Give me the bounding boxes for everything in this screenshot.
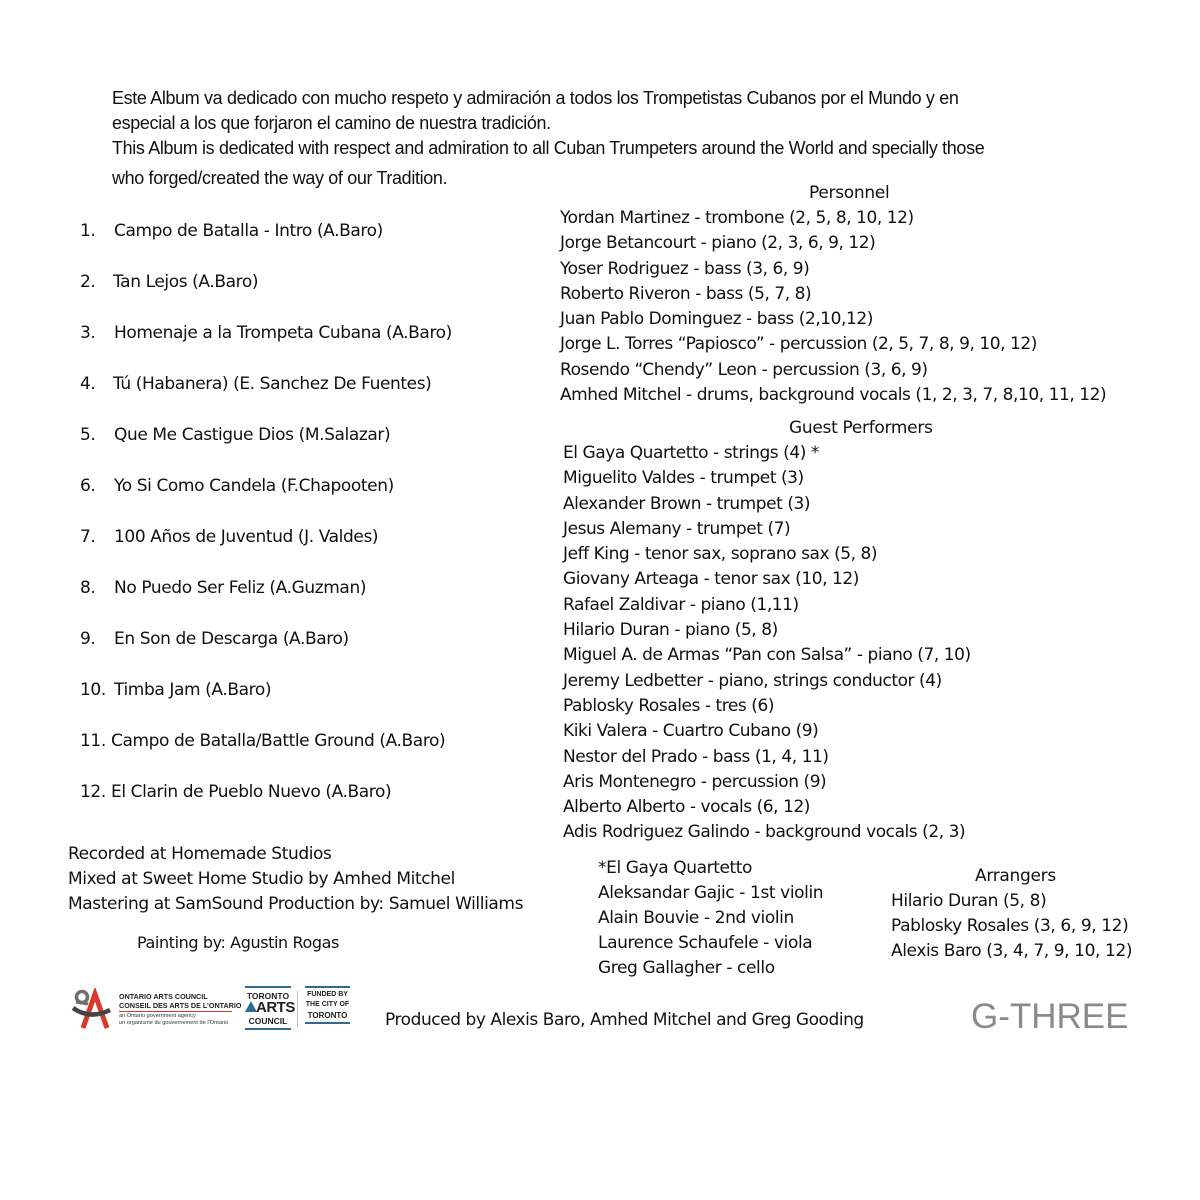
track-number: 12.	[80, 782, 106, 802]
personnel-item: Juan Pablo Dominguez - bass (2,10,12)	[560, 309, 873, 330]
track-item	[80, 782, 391, 802]
tac-arts-text: ARTS	[256, 999, 295, 1016]
quartet-item: Laurence Schaufele - viola	[598, 933, 813, 953]
track-title: Timba Jam (A.Baro)	[114, 680, 272, 700]
track-title: Campo de Batalla - Intro (A.Baro)	[114, 221, 383, 241]
dedication-line: This Album is dedicated with respect and admiration to all Cuban Trumpeters around the World and specially those	[112, 137, 985, 158]
personnel-list	[560, 206, 1106, 408]
track-item	[80, 323, 452, 343]
track-title: 100 Años de Juventud (J. Valdes)	[114, 527, 379, 547]
track-title: Yo Si Como Candela (F.Chapooten)	[114, 476, 394, 496]
personnel-item: Yoser Rodriguez - bass (3, 6, 9)	[560, 258, 810, 279]
track-item	[80, 221, 383, 241]
arranger-item: Alexis Baro (3, 4, 7, 9, 10, 12)	[891, 941, 1133, 961]
arranger-item: Hilario Duran (5, 8)	[891, 891, 1047, 911]
guest-item: Adis Rodriguez Galindo - background vocals (2, 3)	[563, 822, 966, 843]
track-title: Tú (Habanera) (E. Sanchez De Fuentes)	[113, 374, 432, 394]
city-line3: TORONTO	[307, 1011, 348, 1020]
guest-item: Alberto Alberto - vocals (6, 12)	[563, 797, 810, 818]
ontario-arts-council-text	[119, 993, 241, 1026]
studio-credits	[68, 842, 523, 917]
guest-item: Miguel A. de Armas “Pan con Salsa” - piano (7, 10)	[563, 645, 971, 666]
oac-name-en: ONTARIO ARTS COUNCIL	[119, 992, 208, 1001]
city-line2: THE CITY OF	[305, 1001, 350, 1008]
track-item	[80, 527, 378, 547]
track-number: 4.	[80, 374, 96, 394]
track-number: 7.	[80, 527, 96, 547]
personnel-item: Roberto Riveron - bass (5, 7, 8)	[560, 283, 812, 304]
oac-agency-fr: un organisme du gouvernement de l’Ontario	[119, 1019, 229, 1026]
track-title: En Son de Descarga (A.Baro)	[114, 629, 349, 649]
oac-agency-en: an Ontario government agency	[119, 1013, 196, 1019]
ontario-arts-council-logo-icon	[70, 988, 114, 1030]
track-title: Que Me Castigue Dios (M.Salazar)	[114, 425, 391, 445]
logo-divider	[297, 991, 298, 1027]
tac-line1: TORONTO	[246, 991, 290, 1001]
personnel-item: Amhed Mitchel - drums, background vocals (1, 2, 3, 7, 8,10, 11, 12)	[560, 385, 1107, 406]
guests-heading: Guest Performers	[789, 418, 933, 438]
track-number: 1.	[80, 221, 96, 241]
guest-item: Alexander Brown - trumpet (3)	[563, 493, 811, 514]
personnel-item: Jorge Betancourt - piano (2, 3, 6, 9, 12)	[560, 233, 876, 254]
quartet-item: Greg Gallagher - cello	[598, 958, 775, 978]
guests-list	[563, 441, 971, 846]
quartet-heading: *El Gaya Quartetto	[598, 858, 753, 878]
track-title: No Puedo Ser Feliz (A.Guzman)	[114, 578, 367, 598]
track-number: 11.	[80, 731, 106, 751]
arrangers-list	[891, 889, 1132, 964]
guest-item: Miguelito Valdes - trumpet (3)	[563, 468, 804, 489]
city-of-toronto-funding-logo	[305, 986, 350, 1024]
personnel-item: Jorge L. Torres “Papiosco” - percussion (2, 5, 7, 8, 9, 10, 12)	[560, 334, 1037, 355]
quartet-item: Alain Bouvie - 2nd violin	[598, 908, 794, 928]
track-item	[80, 425, 390, 445]
track-title: Tan Lejos (A.Baro)	[113, 272, 259, 292]
guest-item: Jeremy Ledbetter - piano, strings conductor (4)	[563, 670, 942, 691]
guest-item: Hilario Duran - piano (5, 8)	[563, 620, 778, 641]
tac-bottom-bar	[245, 1028, 291, 1030]
guest-item: Jeff King - tenor sax, soprano sax (5, 8)	[563, 544, 878, 565]
track-number: 10.	[80, 680, 106, 700]
track-number: 3.	[80, 323, 96, 343]
city-top-bar	[305, 986, 350, 988]
guest-item: Jesus Alemany - trumpet (7)	[563, 518, 791, 539]
tac-top-bar	[245, 986, 291, 988]
tac-line3: COUNCIL	[248, 1016, 288, 1026]
track-number: 2.	[80, 272, 96, 292]
arrangers-heading: Arrangers	[975, 866, 1056, 886]
personnel-item: Rosendo “Chendy” Leon - percussion (3, 6, 9)	[560, 359, 928, 380]
credit-line: Mixed at Sweet Home Studio by Amhed Mitchel	[68, 869, 455, 889]
guest-item: Pablosky Rosales - tres (6)	[563, 695, 775, 716]
track-number: 5.	[80, 425, 96, 445]
tac-line2	[245, 999, 295, 1016]
label-logo: G-THREE	[971, 997, 1129, 1036]
city-line1: FUNDED BY	[307, 991, 348, 998]
guest-item: Giovany Arteaga - tenor sax (10, 12)	[563, 569, 859, 590]
track-title: Campo de Batalla/Battle Ground (A.Baro)	[111, 731, 446, 751]
track-item	[80, 629, 349, 649]
guest-item: Aris Montenegro - percussion (9)	[563, 771, 827, 792]
track-number: 8.	[80, 578, 96, 598]
city-bottom-bar	[305, 1022, 350, 1024]
guest-item: El Gaya Quartetto - strings (4) *	[563, 443, 819, 463]
painting-credit: Painting by: Agustin Rogas	[137, 933, 339, 952]
track-item	[80, 272, 258, 292]
guest-item: Nestor del Prado - bass (1, 4, 11)	[563, 746, 829, 767]
credit-line: Mastering at SamSound Production by: Samuel Williams	[68, 894, 524, 914]
dedication-line: who forged/created the way of our Tradition.	[112, 167, 448, 188]
track-item	[80, 578, 366, 598]
track-number: 9.	[80, 629, 96, 649]
credit-line: Recorded at Homemade Studios	[68, 844, 332, 864]
guest-item: Kiki Valera - Cuartro Cubano (9)	[563, 721, 819, 742]
dedication-line: Este Album va dedicado con mucho respeto y admiración a todos los Trompetistas Cubanos por el Mundo y en	[112, 87, 959, 108]
toronto-arts-council-logo	[245, 986, 295, 1030]
oac-name-fr: CONSEIL DES ARTS DE L’ONTARIO	[119, 1000, 242, 1010]
oac-divider	[119, 1011, 232, 1012]
track-number: 6.	[80, 476, 96, 496]
personnel-heading: Personnel	[809, 183, 890, 203]
guest-item: Rafael Zaldivar - piano (1,11)	[563, 594, 799, 615]
quartet-block	[598, 856, 823, 981]
quartet-item: Aleksandar Gajic - 1st violin	[598, 883, 824, 903]
track-title: Homenaje a la Trompeta Cubana (A.Baro)	[114, 323, 452, 343]
track-item	[80, 731, 445, 751]
track-item	[80, 476, 394, 496]
track-title: El Clarin de Pueblo Nuevo (A.Baro)	[111, 782, 392, 802]
produced-by: Produced by Alexis Baro, Amhed Mitchel and Greg Gooding	[385, 1010, 864, 1030]
track-item	[80, 680, 271, 700]
track-item	[80, 374, 431, 394]
dedication-line: especial a los que forjaron el camino de nuestra tradición.	[112, 112, 551, 133]
arranger-item: Pablosky Rosales (3, 6, 9, 12)	[891, 916, 1129, 936]
personnel-item: Yordan Martinez - trombone (2, 5, 8, 10, 12)	[560, 208, 914, 228]
